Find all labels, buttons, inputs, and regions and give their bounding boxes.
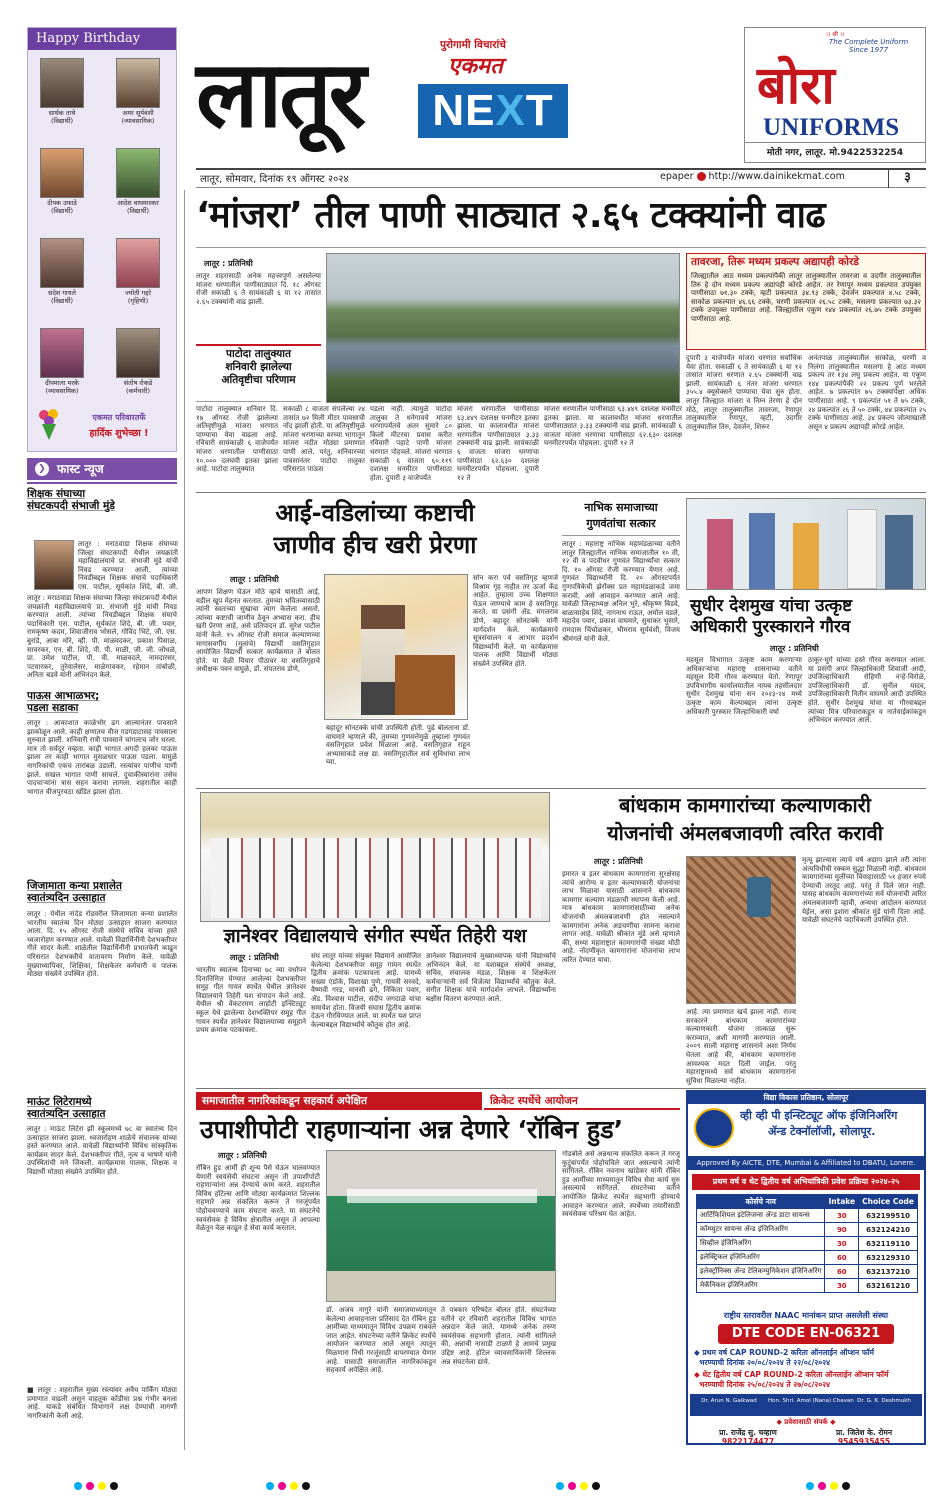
photo-award-ceremony [686, 498, 926, 590]
figure [847, 509, 877, 589]
courses-table [696, 1194, 918, 1293]
ad-brand: बोरा [757, 56, 835, 116]
award-byline: लातूर : प्रतिनिधी [770, 644, 819, 653]
college-round-1: ◆ प्रथम वर्ष CAP ROUND-2 करिता ऑनलाईन ऑप्शन फॉर्म भरण्याची दिनांक २०/०८/२०२४ ते २२/०८/२०२४ [694, 1348, 875, 1367]
fast-news-headline-4: माऊंट लिटेरामध्ये स्वातंत्र्यदिन उत्साहात [27, 1096, 106, 1120]
course-code: 632137210 [859, 1265, 918, 1279]
worker-figure [747, 877, 771, 917]
masthead-tagline: पुरोगामी विचारांचे [440, 39, 506, 51]
course-code: 632161210 [859, 1279, 918, 1293]
college-people-bar [690, 1394, 922, 1416]
ad-shree: ।। श्री ।। [825, 31, 845, 38]
robinhood-col2: डॉ. अजय नागुरे यांनी समाजमाध्यमातून केलेल्या आवाहनाला प्रतिसाद देत रॉबिन हुड आर्मीच्या माध्यमातून विविध उपक्रम राबवले जात आहेत. संघटनेच्या वतीने क्रिकेट स्पर्धेचे आयोजन करण्यात आले असून त्यातून मिळणारा निधी गरजूंसाठी वापरण्यात येणार आहे. यासाठी समाजातील नागरिकांकडून सहकार्य अपेक्षित आहे. [326, 1306, 436, 1375]
fast-news-divider [27, 482, 177, 484]
college-ad[interactable] [686, 1090, 926, 1445]
fast-news-headline-1: शिक्षक संघाच्या संघटकपदी संभाजी मुंडे [27, 488, 115, 512]
course-name: आर्टिफिशियल इंटेलिजन्स ॲन्ड डाटा सायन्स [697, 1209, 825, 1223]
globe-icon [697, 172, 706, 181]
college-contact-1-name: प्रा. राजेंद्र सु. चव्हाण [719, 1428, 777, 1437]
course-intake: 30 [825, 1279, 859, 1293]
table-row [697, 1251, 918, 1265]
college-contact-1-phone[interactable]: 9822174477 [721, 1437, 775, 1445]
college-naac: राष्ट्रीय स्तरावरील NAAC मानांकन प्राप्त असलेली संस्था [723, 1311, 889, 1320]
college-round-2: ◆ थेट द्वितीय वर्ष CAP ROUND-2 करिता ऑनलाईन ऑप्शन फॉर्म भरण्याची दिनांक २५/०८/२०२४ ते २७/०८/२०२४ [694, 1370, 889, 1389]
college-contact-title: ◆ प्रवेशासाठी संपर्क ◆ [776, 1418, 836, 1426]
course-code: 632199510 [859, 1209, 918, 1223]
inspiration-col1: आपण शिक्षण घेऊन मोठे व्हावे यासाठी आई, वडील खूप मेहनत करतात. तुमच्या भवितव्यासाठी त्यांनी स्वतःच्या सुखाचा त्याग केलेला असतो. त्यांच्या कष्टाची जाणीव ठेवून अभ्यास करा. हीच खरी प्रेरणा आहे, असे प्रतिपादन डॉ. सुरेश पाटील यांनी केले. १५ ऑगस्ट रोजी समाज कल्याणच्या मागासवर्गीय (मुलांचे) विद्यार्थी वसतिगृहात आयोजित विद्यार्थी सत्कार कार्यक्रमात ते बोलत होते. या वेळी विचार पीठावर या वसतिगृहाचे अधीक्षक पवन वाघुळे, डॉ. संपतराव डोणे, [196, 588, 320, 674]
college-dte-code: DTE CODE EN-06321 [718, 1324, 894, 1344]
workers-col2: आहे. त्या प्रमाणात खर्च झाला नाही. राज्य सरकारने बांधकाम कामगारांच्या कल्याणकारी योजना तात्काळ सुरू कराव्यात, अशी मागणी करण्यात आली. २००९ साली महाराष्ट्र शासनाने अशा निर्णय घेतला आहे की, बांधकाम कामगारांना आवश्यक मदत दिली जाईल. परंतु महाराष्ट्रामध्ये सर्व बांधकाम कामगारांना सुविधा मिळाल्या नाहीत. [686, 1008, 796, 1085]
fast-news-body-1a: लातूर : मराठवाडा शिक्षक संघाच्या जिल्हा संघटकपदी येथील जयक्रांती महाविद्यालयाचे प्रा. संभाजी मुंडे यांची निवड करण्यात आली. त्यांच्या निवडीबद्दल शिक्षक संघाचे पदाधिकारी एस. पाटील, सूर्यकांत शिंदे, बी. जी. [78, 540, 178, 591]
fast-news-body-1b: लातूर : मराठवाडा शिक्षक संघाच्या जिल्हा संघटकपदी येथील जयक्रांती महाविद्यालयाचे प्रा. संभाजी मुंडे यांची निवड करण्यात आली. त्यांच्या निवडीबद्दल शिक्षक संघाचे पदाधिकारी एस. पाटील, सूर्यकांत शिंदे, बी. जी. पवार, रामकृष्ण कदम, शिवाजीराव भोसले, गोविंद भिटे, जी. एस. बुरांडे, आबा मोरे, व्ही. पी. माळवदकर, प्रकाश पिसाळ, सावरकर, एन. बी. शिंदे, पी. पी. माळी, जी. जी. जोंधळे, प्रा. उमेश पाटील, पी. वी. माळवदले, नामदारसर, पटवारकर, तुरेवालेसर, माळेगावकर, रहेमान तांबोळी, अनिता बडवे यांनी अभिनंदन केले. [27, 594, 177, 680]
robinhood-col3: ते पत्रकार परिषदेत बोलत होते. संघटनेच्या वतीने दर रविवारी शहरातील विविध भागांत अन्नदान केले जाते. यामध्ये अनेक तरुण स्वयंसेवक सहभागी होतात. त्यांनी सांगितले की, अन्नाची नासाडी टाळणे हे आमचे प्रमुख उद्दिष्ट आहे. हॉटेल व्यावसायिकांनी शिल्लक अन्न संघटनेला द्यावे. [441, 1306, 556, 1366]
fast-news-body-3: लातूर : येथील नांदेड रोडवरील जिजामाता कन्या प्रशालेत भारतीय स्वातंत्र्य दिन मोठ्या उत्साहात साजरा करण्यात आला. दि. १५ ऑगस्ट रोजी संस्थेचे सचिव यांच्या हस्ते ध्वजारोहण करण्यात आले. यावेळी विद्यार्थिनींनी देशभक्तीपर गीते सादर केली. शाळेतील विद्यार्थिनींनी प्रभातफेरी काढून परिसरात देशभक्तीचे वातावरण निर्माण केले. यावेळी मुख्याध्यापिका, शिक्षिका, शिक्षकेतर कर्मचारी व पालक मोठ्या संख्येने उपस्थित होते. [27, 910, 177, 979]
figure [707, 519, 733, 589]
course-code: 632119110 [859, 1237, 918, 1251]
photo-person-1 [40, 58, 84, 108]
ad-uniforms: UNIFORMS [763, 114, 900, 141]
college-logo-icon [694, 1108, 734, 1148]
birthday-title: Happy Birthday [28, 28, 176, 50]
nabhik-headline: नाभिक समाजाच्या गुणवंतांचा सत्कार [584, 501, 658, 530]
person-6-name: ज्योती गद्दरे (गृहिणी) [124, 289, 152, 305]
course-intake: 60 [825, 1265, 859, 1279]
table-row [697, 1279, 918, 1293]
person-3-name: दीपक उफाडे (विद्यार्थी) [47, 199, 77, 215]
courses-header-row [697, 1195, 918, 1209]
robinhood-byline: लातूर : प्रतिनिधी [218, 1151, 267, 1160]
course-intake: 30 [825, 1237, 859, 1251]
college-name-1: व्ही व्ही पी इन्स्टिट्यूट ऑफ इंजिनिअरिंग [740, 1109, 898, 1122]
person-7-name: दीपमाला मरके (व्यावसायिक) [44, 379, 80, 395]
workers-headline-1: बांधकाम कामगारांच्या कल्याणकारी [619, 793, 871, 817]
col-course: कोर्सचे नाव [697, 1195, 825, 1209]
main-col3: पडला नाही. त्यामुळे पाटोदा तालुका ते धनेगावचे मांजरा धरणापर्यंतचे अंतर सुमारे ८० किलो मीटरचा प्रवास करीत रविवारी पहाटे पाणी मांजरा धरणात पोहचले. मांजरा धरणात सकाळी ६ वाजता ६०.११९ दशलक्ष घनमीटर पाणीसाठा होता. दुपारी ३ वाजेपर्यंत [370, 405, 452, 482]
main-col1: पाटोदा तालुक्यात शनिवार दि. १७ ऑगस्ट रोजी झालेल्या अतिवृष्टीमुळे मांजरा धरणात पाण्याचा येवा वाढला आहे. रविवारी सायंकाळी ६ वाजेपर्यंत मांजरा धरणातील पाणीसाठा १०.००० दलघमी इतका झाला आहे. पाटोदा तालुक्यात [196, 405, 278, 474]
photo-manjara-river [326, 253, 680, 403]
music-col3: ज्ञानेश्वर विद्यालयाचे मुख्याध्यापक यांनी विद्यार्थ्यांचे अभिनंदन केले. या यशाबद्दल संस्थेचे अध्यक्ष, सचिव, संचालक मंडळ, शिक्षक व शिक्षकेतर कर्मचाऱ्यांनी सर्व विजेत्या विद्यार्थ्यांचे कौतुक केले. संगीत शिक्षक यांचे मार्गदर्शन लाभले. विद्यार्थ्यांना बक्षीस वितरण करण्यात आले. [426, 952, 556, 1003]
chevron-icon: ❯ [35, 462, 49, 476]
main-col6: दुपारी ३ वाजेपर्यंत मांजरा धरणात सर्वाधिक येवा होता. सकाळी ६ ते सायंकाळी ६ या १२ तासांत मांजरा धरणात २.६५ टक्क्यांनी वाढ झाली. सायंकाळी ६ नंतर मांजरा धरणात ३५५.४ क्यूसेक्सने पाण्याचा येवा सुरु होता. लातूर जिल्ह्यात मांजरा व निम्न तेरणा हे दोन मोठे, लातूर तालुक्यातील तावरजा, रेणापूर तालुक्यातील रेणापूर, व्हटी, उदगीर तालुक्यातील तिरु, देवर्जन, शिरूर [686, 354, 802, 431]
photo-person-7 [40, 328, 84, 378]
col-code: Choice Code [859, 1195, 918, 1209]
award-col1: महसूल विभागात उत्कृष्ट काम करणाऱ्या अधिकाऱ्यांचा महाराष्ट्र शासनाच्या वतीने महसूल दिनी गौरव करण्यात येतो. रेणापूर उपविभागीय कार्यालयातील नायब तहसीलदार सुधीर देशमुख यांना सन २०२३-२४ मध्ये उत्कृष्ट काम केल्याबद्दल त्यांना उत्कृष्ट अधिकारी पुरस्कार जिल्हाधिकारी वर्षा [686, 656, 802, 716]
course-name: इलेक्ट्रॉनिक्स ॲन्ड टेलिकम्युनिकेशन इंजिनिअरिंग [697, 1265, 825, 1279]
music-col1: भारतीय स्वातंत्र्य दिनाच्या ७८ व्या वर्धापन दिनानिमित्त घेण्यात आलेल्या देशभक्तीपर समूह गीत गायन स्पर्धेत येथील ज्ञानेश्वर विद्यालयाने तिहेरी यश संपादन केले आहे. येथील श्री वेंकटरमण लाहोटी इन्स्टिट्यूट स्कूल येथे झालेल्या देशभक्तिपर समूह गीत गायन स्पर्धेत ज्ञानेश्वर विद्यालयाच्या समूहाने प्रथम क्रमांक पटकावला. [196, 966, 306, 1035]
inspiration-headline-2: जाणीव हीच खरी प्रेरणा [273, 531, 477, 559]
person-1-name: सार्थक ताथे (विद्यार्थी) [48, 109, 76, 125]
photo-robinhood-team [326, 1150, 556, 1302]
flower-bouquet-icon [36, 406, 62, 442]
rule [196, 1088, 926, 1089]
course-code: 632124210 [859, 1223, 918, 1237]
epaper-link[interactable]: http://www.dainikekmat.com [708, 171, 845, 182]
table-row [697, 1209, 918, 1223]
course-intake: 90 [825, 1223, 859, 1237]
main-col4: मांजरा धरणातील पाणीसाठा ६३.४४९ दशलक्ष घनमीटर इतका झाला. या कालावधीत मांजरा धरणातील पाणीसाठ्यात ३.३३ टक्क्यांनी वाढ झाली. सायंकाळी ६ वाजता मांजरा धरणाचा पाणीसाठा ६२.६३० दशलक्ष घनमीटरपर्यंत पोहचला. दुपारी १२ ते [457, 405, 539, 482]
photo-sambhaji-munde [34, 540, 74, 590]
main-col2: सकाळी ८ वाजता संपलेल्या २४ तासांत ७२ मिली मीटर पावसाची नोंद झाली होती. या अतिवृष्टीमुळे मांजरा धरणाच्या वरच्या भागातून मांजरा नदीत मोठ्या प्रमाणात पाणी आले. परंतु, शनिवारच्या पावसानंतर पाटोदा तालुका परिसरात पाऊस [283, 405, 365, 474]
person-4-name: आदेश वाघमारकर (विद्यार्थी) [117, 199, 159, 215]
masthead-epaper: epaper http://www.dainikekmat.com [660, 171, 845, 182]
robinhood-kicker-2: क्रिकेट स्पर्धेचे आयोजन [484, 1092, 680, 1110]
person-8-name: संतोष रोकडे (कर्मचारी) [123, 379, 153, 395]
rule [196, 492, 926, 493]
nabhik-body: लातूर : महाराष्ट्र नाभिक महामंडळाच्या वतीने लातूर जिल्ह्यातील नाभिक समाजातील १० वी, १२ वी व पदवीधर गुणवंत विद्यार्थ्यांचा सत्कार दि. १० ऑगस्ट रोजी करण्यात येणार आहे. गुणवंत विद्यार्थ्यांनी दि. २० ऑगस्टपर्यंत गुणपत्रिकेची झेरॉक्स प्रत महामंडळाकडे जमा करावी, असे आवाहन करण्यात आले आहे. यावेळी जिल्हाध्यक्ष अनिल भुरे, श्रीकृष्ण बिडवे, बाळासाहेब शिंदे, नागनाथ राऊत, अमोल वडले, महादेव पवार, प्रकाश वाघमारे, सुधाकर भुसारे, रामदास चिंचोळकर, भीमराव सूर्यवंशी, विजय श्रीमंगले यांनी केले. [562, 540, 680, 643]
photo-person-2 [116, 58, 160, 108]
photo-construction-worker [686, 856, 796, 1004]
robinhood-col1: रॉबिन हुड आर्मी ही शून्य पैसे घेऊन चालवण्यात येणारी स्वयंसेवी संघटना असून ती उपाशीपोटी राहणाऱ्यांना अन्न देण्याचे काम करते. शहरातील विविध हॉटेल्स आणि मोठ्या कार्यक्रमांत शिल्लक राहणारे अन्न संकलित करून ते गरजूंपर्यंत पोहोचवण्याचे काम संघटना करते. या संघटनेचे स्वयंसेवक हे विविध क्षेत्रातील असून ते आपल्या वेळेतून वेळ काढून हे सेवा कार्य करतात. [196, 1164, 320, 1233]
college-contact-2-name: प्रा. जितेश के. रोमन [835, 1428, 893, 1437]
main-byline: लातूर : प्रतिनिधी [204, 259, 253, 268]
college-name-2: ॲन्ड टेक्नॉलॉजी, सोलापूर. [768, 1125, 876, 1138]
photo-speaker [324, 574, 468, 720]
music-col2: संघ लातूर यांच्या संयुक्त विद्यमाने आयोजित केलेल्या देशभक्तीपर समूह गायन स्पर्धेत द्वितीय क्रमांक पटकावला आहे. यामध्ये सख्या एंडोके, विशाखा पुणे, गायत्री सरवदे, वैष्णवी गरड, मानसी ढगे, निकिता पवार, ॲड. विश्वास पाटील, संदीप जगदाळे यांचा समावेश होता. विजयी संघास द्वितीय क्रमांक देऊन गौरविण्यात आले. या स्पर्धेत यश प्राप्त केल्याबद्दल विद्यार्थ्यांचे कौतुक होत आहे. [311, 952, 421, 1029]
nabhik-headline-box [562, 496, 680, 536]
rule [196, 788, 926, 789]
main-col7: अनंतपाळ तालुक्यातील साकोळ, घरणी व निलंगा तालुक्यातील मसलगा हे आठ मध्यम प्रकल्प तर १३४ लघु प्रकल्प आहेत. या एकूण १४४ प्रकल्पांपैकी २२ प्रकल्प पूर्ण भरलेले आहेत. ७ प्रकल्पांत ७५ टक्क्यांपेक्षा अधिक पाणीसाठा आहे. ९ प्रकल्पांत ५१ ते ७५ टक्के, २४ प्रकल्पांत २६ ते ५० टक्के, ४४ प्रकल्पांत २५ टक्के पाणीसाठा आहे. ३४ प्रकल्प जोत्याखाली असून ४ प्रकल्प अद्यापही कोरडे आहेत. [808, 354, 926, 431]
side-box-title: तावरजा, तिरू मध्यम प्रकल्प अद्यापही कोरडे [691, 256, 859, 268]
course-intake: 30 [825, 1209, 859, 1223]
course-name: मेकॅनिकल इंजिनिअरिंग [697, 1279, 825, 1293]
main-headline: ‘मांजरा’ तील पाणी साठ्यात २.६५ टक्क्यांनी वाढ [196, 195, 826, 236]
photo-person-6 [116, 238, 160, 288]
masthead-latur: लातूर [196, 41, 364, 148]
sub-headline: पाटोदा तालुक्यात शनिवारी झालेल्या अतिवृष्टीचा परिणाम [221, 348, 296, 386]
person-5-name: संदेश गायले (विद्यार्थी) [48, 289, 76, 305]
birthday-wish-1: एकमत परिवारतर्फे [92, 413, 146, 422]
course-name: सिव्हील इंजिनिअरिंग [697, 1237, 825, 1251]
photo-person-4 [116, 148, 160, 198]
table-row [697, 1223, 918, 1237]
figure [885, 515, 913, 589]
music-byline: लातूर : प्रतिनिधी [230, 953, 279, 962]
college-person-2: Hon. Shri. Amol (Nana) Chavan [768, 1398, 854, 1404]
side-box-body: जिल्ह्यातील आठ मध्यम प्रकल्पांपैकी लातूर तालुक्यातील तावरजा व उदगीर तालुक्यातील तिरु हे दोन मध्यम प्रकल्प अद्यापही कोरडे आहेत. तर रेणापूर मध्यम प्रकल्पात उपयुक्त पाणीसाठा ७१.३० टक्के, व्हटी प्रकल्पात ३४.९३ टक्के, देवर्जन प्रकल्पात ४.५८ टक्के, साकोळ प्रकल्पात ४६.६६ टक्के, घरणी प्रकल्पात २६.५८ टक्के, मसलगा प्रकल्पात ७३.३२ टक्के उपयुक्त पाणीसाठा आहे. जिल्ह्यातील एकूण १४४ प्रकल्पांत २६.७५ टक्के उपयुक्त पाणीसाठा आहे. [691, 272, 921, 323]
inspiration-headline-1: आई-वडिलांच्या कष्टाची [275, 499, 475, 527]
photo-person-3 [40, 148, 84, 198]
table-row [697, 1237, 918, 1251]
workers-col1: इमारत व इतर बांधकाम कामगारांना सुरक्षेसह त्यांचे आरोग्य व इतर कल्याणकारी योजनांचा लाभ मिळावा यासाठी शासनाने बांधकाम कामगार कल्याण मंडळाची स्थापना केली आहे. मात्र बांधकाम कामगारांसाठीच्या अनेक योजनांची अंमलबजावणी होत नसल्याने कामगारांना अनेक अडचणींचा सामना करावा लागत आहे. यावेळी श्रीकांत मुंडे असे म्हणाले की, सध्या महाराष्ट्रात कामगारांची संख्या मोठी आहे. नोंदणीकृत कामगारांना योजनांचा लाभ त्वरित देण्यात यावा. [562, 870, 680, 964]
photo-music-group [200, 792, 550, 922]
column-rule [184, 190, 185, 1450]
registration-marks [0, 1478, 945, 1492]
bora-uniforms-ad[interactable] [744, 27, 926, 163]
fast-news-body-2: लातूर : आकाशात काळेभोर ढग आल्यानंतर पावसाने झाकोळून आले. काही क्षणातच वीज गडगडाटासह पावसाला सुरुवात झाली. शनिवारी रात्री पावसाने चांगलाच जोर धरला. मात्र तो सर्वदूर नव्हता. काही भागात अगदी हलका पाऊस झाला तर काही भागात मुसळधार पाऊस पडला. यामुळे नागरिकांची एकच तारांबळ उडाली. रस्त्यांवर पाणीच पाणी झाले. सखल भागात पाणी साचले. दुचाकीस्वारांना तसेच पादचाऱ्यांना त्रास सहन करावा लागला. शहरातील काही भागात वीजपुरवठा खंडित झाला होता. [27, 719, 177, 796]
rule [196, 247, 926, 248]
robinhood-col4: गोडबोले असे अन्नधान्य संकलित करून ते गरजू कुटुंबांपर्यंत पोहोचविले जात असल्याचे त्यांनी सांगितले. रॉबिन नवनाथ खांडेकर यांनी रॉबिन हुड आर्मीच्या माध्यमातून विविध सेवा कार्य सुरु असल्याचे सांगितले. संघटनेच्या वतीने आयोजित क्रिकेट स्पर्धेत सहभागी होण्याचे आवाहन करण्यात आले. स्पर्धेच्या तयारीसाठी स्वयंसेवक परिश्रम घेत आहेत. [562, 1150, 680, 1219]
workers-headline-2: योजनांची अंमलबजावणी त्वरित करावी [607, 821, 883, 845]
workers-col3: मृत्यू झाल्यास त्याचे वर्ष अद्याप झाले तरी त्यांना अंत्यविधीची रक्कम सुद्धा मिळाली नाही. बांधकाम कामगारांच्या मुलींच्या विवाहासाठी ५१ हजार रुपये देण्याची तरतूद आहे. परंतु ते दिले जात नाही. यासह बांधकाम कामगारांच्या सर्व योजनांची त्वरित अंमलबजावणी व्हावी, अन्यथा आंदोलन करण्यात येईल, असा इशारा श्रीकांत मुंडे यांनी दिला आहे. यावेळी संघटनेचे पदाधिकारी उपस्थित होते. [802, 856, 926, 925]
ad-tagline: The Complete Uniform Since 1977 [829, 38, 909, 54]
fast-news-body-5: ■ लातूर : शहरातील मुख्य रस्त्यांवर अवैध पार्किंग मोठ्या प्रमाणात वाढली असून वाहतूक कोंडीचा प्रश्न गंभीर बनला आहे. याकडे संबंधित विभागाने लक्ष देण्याची मागणी नागरिकांनी केली आहे. [27, 1386, 177, 1420]
main-intro: लातूर शहरासाठी अनेक महत्त्वपूर्ण असलेल्या मांजरा धरणातील पाणीसाठ्यात दि. १८ ऑगस्ट रोजी सकाळी ६ ते सायंकाळी ६ या १२ तासांत २.६५ टक्क्यांनी वाढ झाली. [196, 272, 321, 306]
course-intake: 60 [825, 1251, 859, 1265]
masthead-ekmat-logo: एकमत [448, 54, 503, 79]
course-name: इलेक्ट्रिकल इंजिनिअरिंग [697, 1251, 825, 1265]
banner [347, 1189, 537, 1203]
col-intake: Intake [825, 1195, 859, 1209]
inspiration-col3: सोन करा पर्व वसतिगृह म्हणजे विश्राम गृह नाहीत तर ऊर्जा केंद्र आहेत. तुम्हाला उच्च शिक्षणात घेऊन जाण्याचे काम हे वसतिगृह करते. या प्रसंगी ॲड. मंगलराव डोणे, बहादूर सोनटक्के यांनी मार्गदर्शन केले. कार्यक्रमाचे सूत्रसंचालन व आभार प्रदर्शन विद्यार्थ्यांनी केले. या कार्यक्रमास पालक आणि विद्यार्थी मोठ्या संख्येने उपस्थित होते. [473, 574, 558, 668]
course-name: कॉम्प्युटर सायन्स ॲन्ड इंजिनिअरिंग [697, 1223, 825, 1237]
fast-news-headline-2: पाऊस आभाळभर; पडला सडाका [27, 690, 100, 714]
award-col2: ठाकूर-घुगे यांच्या हस्ते गौरव करण्यात आला. या प्रसंगी अपर जिल्हाधिकारी शिवाजी आदी, उपजिल्हाधिकारी रोहिणी नऱ्हे-विरोळे, उपजिल्हाधिकारी डॉ. सुनील यादव, उपजिल्हाधिकारी नितीन वाघमारे आदी उपस्थित होते. सुधीर देशमुख यांचा या गौरवाबद्दल त्यांच्या मित्र परिवाराकडून व नातेवाईकांकडून अभिनंदन करण्यात आले. [808, 656, 926, 725]
college-trust: विद्या विकास प्रतिष्ठान, सोलापूर [688, 1092, 924, 1104]
award-headline: सुधीर देशमुख यांचा उत्कृष्ट अधिकारी पुरस्काराने गौरव [690, 596, 853, 637]
ad-address: मोती नगर, लातूर. मो.9422532254 [745, 142, 925, 162]
workers-byline: लातूर : प्रतिनिधी [594, 857, 643, 866]
masthead-dateline: लातूर, सोमवार, दिनांक १९ ऑगस्ट २०२४ [200, 174, 349, 185]
college-heading: प्रथम वर्ष व थेट द्वितीय वर्ष अभियांत्रिकी प्रवेश प्रक्रिया २०२४-२५ [692, 1174, 920, 1190]
fast-news-header: ❯ फास्ट न्यूज [27, 458, 177, 480]
figure [749, 513, 775, 589]
page-number: ३ [888, 168, 926, 188]
robinhood-kicker-1: समाजातील नागरिकांकडून सहकार्य अपेक्षित [196, 1092, 482, 1110]
photo-person-5 [40, 238, 84, 288]
inspiration-byline: लातूर : प्रतिनिधी [230, 575, 279, 584]
podium [395, 655, 455, 715]
college-approval: Approved By AICTE, DTE, Mumbai & Affiliated to DBATU, Lonere. [688, 1156, 924, 1170]
group-figures [211, 838, 541, 918]
birthday-wish-2: हार्दिक शुभेच्छा ! [89, 428, 149, 439]
photo-person-8 [116, 328, 160, 378]
music-headline: ज्ञानेश्वर विद्यालयाचे संगीत स्पर्धेत तिहेरी यश [223, 925, 527, 947]
robinhood-headline: उपाशीपोटी राहणाऱ्यांना अन्न देणारे ‘रॉबिन हुड’ [200, 1115, 624, 1144]
college-person-1: Dr. Arun N. Gaikwad [701, 1398, 757, 1404]
inspiration-col2: बहादूर सोनटक्के यांची उपस्थिती होती. पुढे बोलताना डॉ. वाघमारे म्हणाले की, तुमच्या गुणवत्तेमुळे तुम्हाला गुणवंत वसतिगृहात प्रवेश मिळाला आहे. वसतिगृहात राहून अभ्यासाकडे लक्ष द्या. वसतिगृहातील सर्व सुविधांचा लाभ घ्या. [326, 724, 470, 767]
person-2-name: अमर सूर्यवंशी (व्यावसायिक) [121, 109, 155, 125]
college-person-3: Dr. G. K. Deshmukh [857, 1398, 911, 1404]
fast-news-body-4: लातूर : माऊंट लिटेरा झी स्कूलमध्ये ७८ वा स्वातंत्र्य दिन उत्साहात साजरा झाला. ध्वजारोहण शाळेचे संचालक यांच्या हस्ते करण्यात आले. यावेळी विद्यार्थ्यांनी विविध सांस्कृतिक कार्यक्रम सादर केले. देशभक्तीपर गीते, नृत्य व भाषणे यांनी उपस्थितांची मने जिंकली. कार्यक्रमास पालक, शिक्षक व विद्यार्थी मोठ्या संख्येने उपस्थित होते. [27, 1125, 177, 1176]
side-box [686, 253, 926, 350]
figure [793, 523, 819, 589]
sub-headline-box [196, 344, 321, 402]
birthday-box [27, 27, 177, 452]
table-row [697, 1265, 918, 1279]
course-code: 632129310 [859, 1251, 918, 1265]
main-col5: मांजरा धरणातील पाणीसाठा ६३.४४९ दशलक्ष घनमीटर इतका झाला. या कालावधीत मांजरा धरणातील पाणीसाठ्यात ३.३३ टक्क्यांनी वाढ झाली. सायंकाळी ६ वाजता मांजरा धरणाचा पाणीसाठा ६२.६३० दशलक्ष घनमीटरपर्यंत पोहचला. दुपारी १२ ते [544, 405, 682, 448]
masthead-next-logo: NEXT [418, 84, 568, 138]
fast-news-headline-3: जिजामाता कन्या प्रशालेत स्वातंत्र्यदिन उत्साहात [27, 880, 122, 904]
college-contact-2-phone[interactable]: 9545935455 [837, 1437, 891, 1445]
